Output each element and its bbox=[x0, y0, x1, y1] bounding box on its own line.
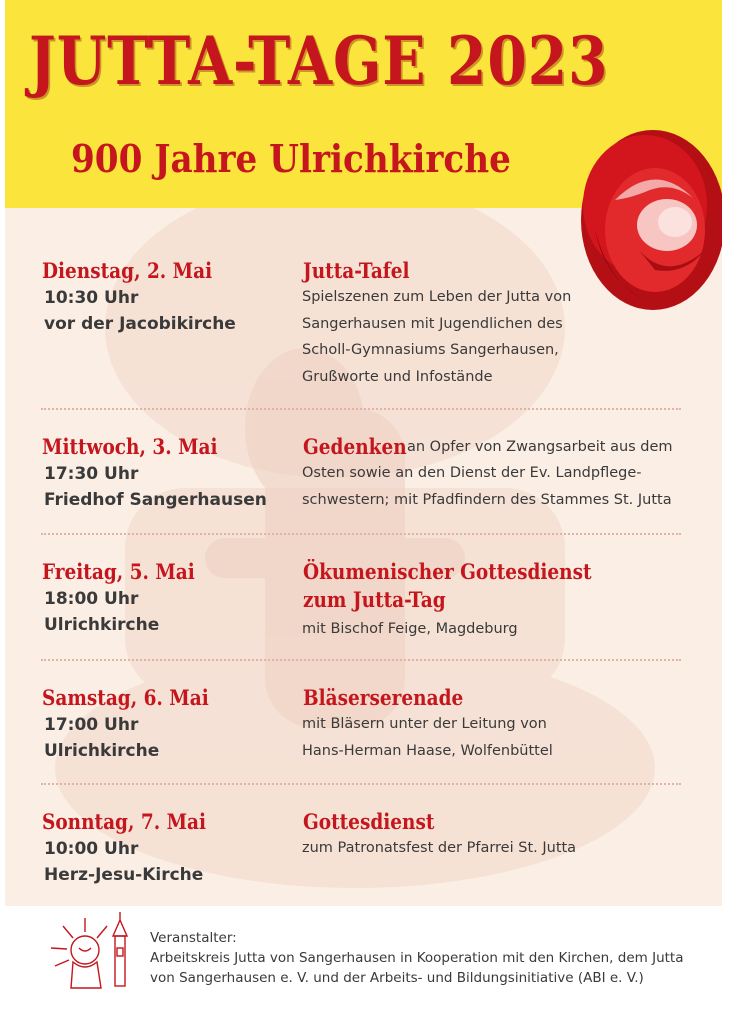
footer-line: Arbeitskreis Jutta von Sangerhausen in Kooperation mit den Kirchen, dem Jutta bbox=[150, 950, 684, 966]
divider bbox=[41, 533, 681, 535]
event-time: 17:00 Uhr bbox=[44, 715, 139, 735]
event-description-line: Sangerhausen mit Jugendlichen des bbox=[302, 315, 563, 332]
poster bbox=[5, 0, 722, 1010]
event-description-line: Grußworte und Infostände bbox=[302, 368, 493, 385]
event-time: 18:00 Uhr bbox=[44, 589, 139, 609]
event-title: Jutta-Tafel bbox=[303, 258, 410, 283]
event-date: Dienstag, 2. Mai bbox=[42, 258, 213, 283]
divider bbox=[41, 783, 681, 785]
event-date: Sonntag, 7. Mai bbox=[42, 809, 207, 834]
event-time: 10:30 Uhr bbox=[44, 288, 139, 308]
rose-image bbox=[575, 110, 722, 315]
event-description-line: Scholl-Gymnasiums Sangerhausen, bbox=[302, 342, 559, 358]
event-title-suffix: an Opfer von Zwangsarbeit aus dem bbox=[407, 439, 673, 455]
organizer-logo-icon bbox=[43, 908, 137, 996]
event-title: Gottesdienst bbox=[303, 809, 435, 834]
event-description-line: schwestern; mit Pfadfindern des Stammes St. Jutta bbox=[302, 491, 672, 508]
event-description-line: Hans-Herman Haase, Wolfenbüttel bbox=[302, 742, 553, 759]
event-title: Ökumenischer Gottesdienst bbox=[303, 559, 592, 584]
footer-label: Veranstalter: bbox=[150, 930, 237, 946]
event-title-line2: zum Jutta-Tag bbox=[303, 587, 446, 612]
event-title: Gedenken bbox=[303, 434, 407, 459]
event-place: Ulrichkirche bbox=[44, 741, 160, 761]
event-date: Freitag, 5. Mai bbox=[42, 559, 195, 584]
event-description-line: mit Bischof Feige, Magdeburg bbox=[302, 621, 518, 637]
event-description-line: Osten sowie an den Dienst der Ev. Landpflege- bbox=[302, 465, 642, 481]
divider bbox=[41, 659, 681, 661]
event-date: Samstag, 6. Mai bbox=[42, 685, 209, 710]
event-place: vor der Jacobikirche bbox=[44, 314, 236, 334]
event-title: Bläserserenade bbox=[303, 685, 464, 710]
event-place: Herz-Jesu-Kirche bbox=[44, 865, 204, 885]
divider bbox=[41, 408, 681, 410]
footer-line: von Sangerhausen e. V. und der Arbeits- und Bildungsinitiative (ABI e. V.) bbox=[150, 970, 644, 986]
event-place: Ulrichkirche bbox=[44, 615, 160, 635]
event-time: 17:30 Uhr bbox=[44, 464, 139, 484]
page-subtitle: 900 Jahre Ulrichkirche bbox=[71, 136, 511, 181]
event-description-line: Spielszenen zum Leben der Jutta von bbox=[302, 289, 572, 305]
page-title: JUTTA-TAGE 2023 bbox=[29, 22, 609, 100]
event-date: Mittwoch, 3. Mai bbox=[42, 434, 218, 459]
event-time: 10:00 Uhr bbox=[44, 839, 139, 859]
event-description-line: mit Bläsern unter der Leitung von bbox=[302, 716, 547, 732]
footer bbox=[5, 906, 722, 1010]
event-description-line: zum Patronatsfest der Pfarrei St. Jutta bbox=[302, 840, 577, 856]
event-place: Friedhof Sangerhausen bbox=[44, 490, 267, 510]
